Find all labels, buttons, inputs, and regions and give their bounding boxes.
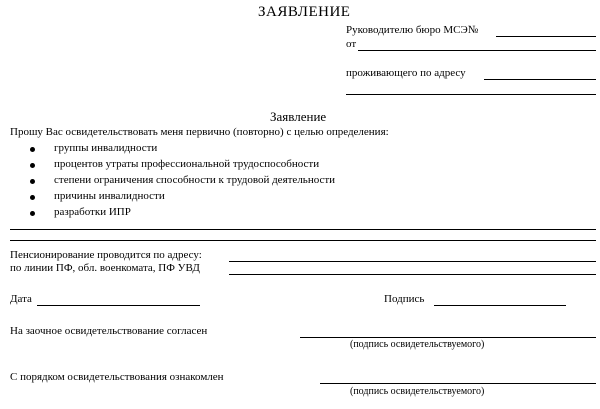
addressee-line[interactable] [496,36,596,37]
bullet-icon [30,147,35,152]
residence-label: проживающего по адресу [346,67,466,79]
procedure-ack-caption: (подпись освидетельствуемого) [350,386,485,397]
blank-line-2[interactable] [10,240,596,241]
remote-consent-caption: (подпись освидетельствуемого) [350,339,485,350]
procedure-ack-signature-line[interactable] [320,383,596,384]
remote-consent-signature-line[interactable] [300,337,596,338]
list-item: степени ограничения способности к трудовой деятельности [54,174,336,186]
pension-address-line[interactable] [229,261,596,262]
remote-consent-label: На заочное освидетельствование согласен [10,325,208,337]
from-line[interactable] [358,50,596,51]
date-line[interactable] [37,305,200,306]
residence-line-2[interactable] [346,94,596,95]
pension-line-field[interactable] [229,274,596,275]
date-label: Дата [10,293,32,305]
residence-line[interactable] [484,79,596,80]
from-label: от [346,38,357,50]
procedure-ack-label: С порядком освидетельствования ознакомлен [10,371,224,383]
list-item: разработки ИПР [54,206,131,218]
bullet-icon [30,163,35,168]
pension-line-label: по линии ПФ, обл. военкомата, ПФ УВД [10,262,200,274]
signature-line[interactable] [434,305,566,306]
list-item: группы инвалидности [54,142,158,154]
section-title: Заявление [270,109,327,124]
pension-address-label: Пенсионирование проводится по адресу: [10,249,202,261]
bullet-icon [30,179,35,184]
bullet-icon [30,211,35,216]
bullet-icon [30,195,35,200]
blank-line-1[interactable] [10,229,596,230]
document-title: ЗАЯВЛЕНИЕ [258,4,351,20]
addressee-label: Руководителю бюро МСЭ№ [346,24,479,36]
list-item: причины инвалидности [54,190,165,202]
signature-label: Подпись [384,293,425,305]
list-item: процентов утраты профессиональной трудоспособности [54,158,320,170]
request-intro: Прошу Вас освидетельствовать меня первично (повторно) с целью определения: [10,126,389,138]
